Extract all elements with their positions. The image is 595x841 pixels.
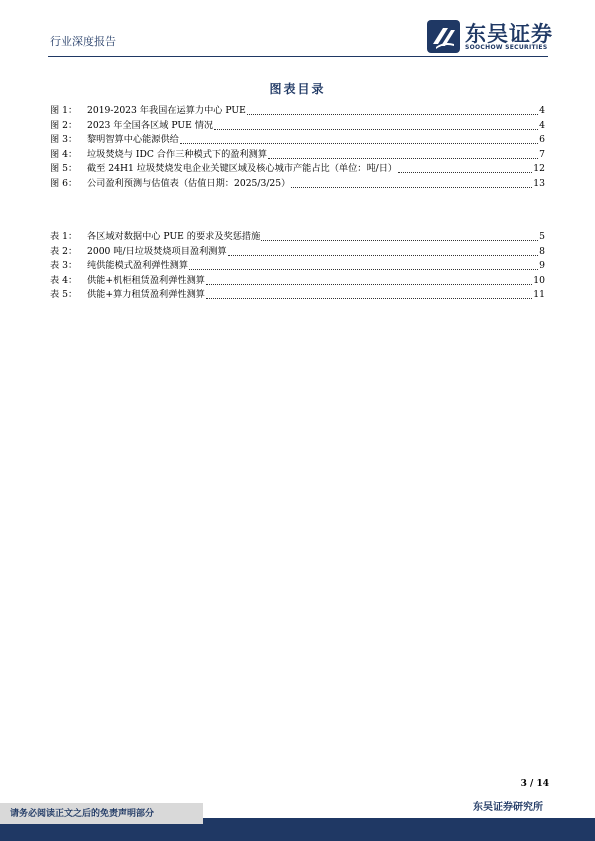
toc-entry-label: 表 3： xyxy=(50,260,78,271)
toc-entry-label: 图 6： xyxy=(50,177,78,189)
toc-title: 图表目录 xyxy=(269,82,326,96)
toc-entry-label: 表 1： xyxy=(50,231,78,242)
toc-entry-page: 4 xyxy=(539,105,545,116)
toc-entry-title: 纯供能模式盈利弹性测算 xyxy=(87,260,189,271)
figure-list xyxy=(50,104,545,191)
toc-entry-title: 2023 年全国各区域 PUE 情况 xyxy=(87,119,214,131)
toc-figure-entry[interactable] xyxy=(50,133,545,148)
toc-entry-label: 图 1： xyxy=(50,105,78,116)
toc-table-entry[interactable] xyxy=(50,288,545,303)
toc-entry-page: 4 xyxy=(539,119,545,131)
toc-entry-label: 图 3： xyxy=(50,134,78,145)
soochow-logo-icon xyxy=(427,20,460,53)
toc-entry-page: 10 xyxy=(533,274,545,286)
toc-entry-title: 垃圾焚烧与 IDC 合作三种模式下的盈利测算 xyxy=(87,148,268,160)
toc-dot-leader xyxy=(268,148,538,159)
header-divider xyxy=(48,56,548,57)
toc-entry-label: 图 4： xyxy=(50,148,78,160)
toc-figure-entry[interactable] xyxy=(50,104,545,119)
toc-dot-leader xyxy=(247,104,538,115)
toc-entry-page: 12 xyxy=(533,163,545,174)
toc-entry-title: 2000 吨/日垃圾焚烧项目盈利测算 xyxy=(87,245,227,257)
page-number: 3 / 14 xyxy=(520,779,549,789)
toc-dot-leader xyxy=(291,177,532,188)
toc-entry-title: 供能+算力租赁盈利弹性测算 xyxy=(87,289,205,300)
toc-table-entry[interactable] xyxy=(50,274,545,289)
toc-figure-entry[interactable] xyxy=(50,119,545,134)
toc-entry-title: 各区域对数据中心 PUE 的要求及奖惩措施 xyxy=(87,231,261,242)
toc-entry-label: 表 2： xyxy=(50,245,78,257)
toc-entry-page: 6 xyxy=(539,134,545,145)
toc-entry-page: 13 xyxy=(533,177,545,189)
toc-entry-label: 表 5： xyxy=(50,289,78,300)
logo-chinese-name: 东吴证券 xyxy=(465,22,553,46)
toc-entry-title: 截至 24H1 垃圾焚烧发电企业关键区域及核心城市产能占比（单位：吨/日） xyxy=(87,163,398,174)
toc-entry-title: 2019-2023 年我国在运算力中心 PUE xyxy=(87,105,246,116)
toc-dot-leader xyxy=(189,259,538,270)
toc-dot-leader xyxy=(180,133,538,144)
toc-dot-leader xyxy=(214,119,538,130)
toc-table-entry[interactable] xyxy=(50,230,545,245)
toc-entry-label: 表 4： xyxy=(50,274,78,286)
soochow-logo xyxy=(427,20,557,54)
footer-institute: 东吴证券研究所 xyxy=(473,802,543,813)
toc-entry-page: 9 xyxy=(539,260,545,271)
toc-figure-entry[interactable] xyxy=(50,162,545,177)
toc-entry-title: 供能+机柜租赁盈利弹性测算 xyxy=(87,274,205,286)
header-label: 行业深度报告 xyxy=(50,35,116,48)
toc-entry-label: 图 2： xyxy=(50,119,78,131)
footer-disclaimer: 请务必阅读正文之后的免责声明部分 xyxy=(10,809,155,819)
toc-figure-entry[interactable] xyxy=(50,148,545,163)
toc-entry-label: 图 5： xyxy=(50,163,78,174)
toc-table-entry[interactable] xyxy=(50,259,545,274)
table-list xyxy=(50,230,545,303)
toc-entry-page: 5 xyxy=(539,231,545,242)
toc-entry-title: 黎明智算中心能源供给 xyxy=(87,134,179,145)
toc-entry-page: 8 xyxy=(539,245,545,257)
toc-dot-leader xyxy=(398,162,532,173)
logo-english-name: SOOCHOW SECURITIES xyxy=(465,44,548,51)
toc-dot-leader xyxy=(206,288,532,299)
toc-entry-title: 公司盈利预测与估值表（估值日期：2025/3/25） xyxy=(87,177,291,189)
toc-figure-entry[interactable] xyxy=(50,177,545,192)
toc-dot-leader xyxy=(206,274,532,285)
toc-entry-page: 7 xyxy=(539,148,545,160)
toc-table-entry[interactable] xyxy=(50,245,545,260)
toc-entry-page: 11 xyxy=(533,289,545,300)
toc-dot-leader xyxy=(261,230,538,241)
toc-dot-leader xyxy=(228,245,538,256)
